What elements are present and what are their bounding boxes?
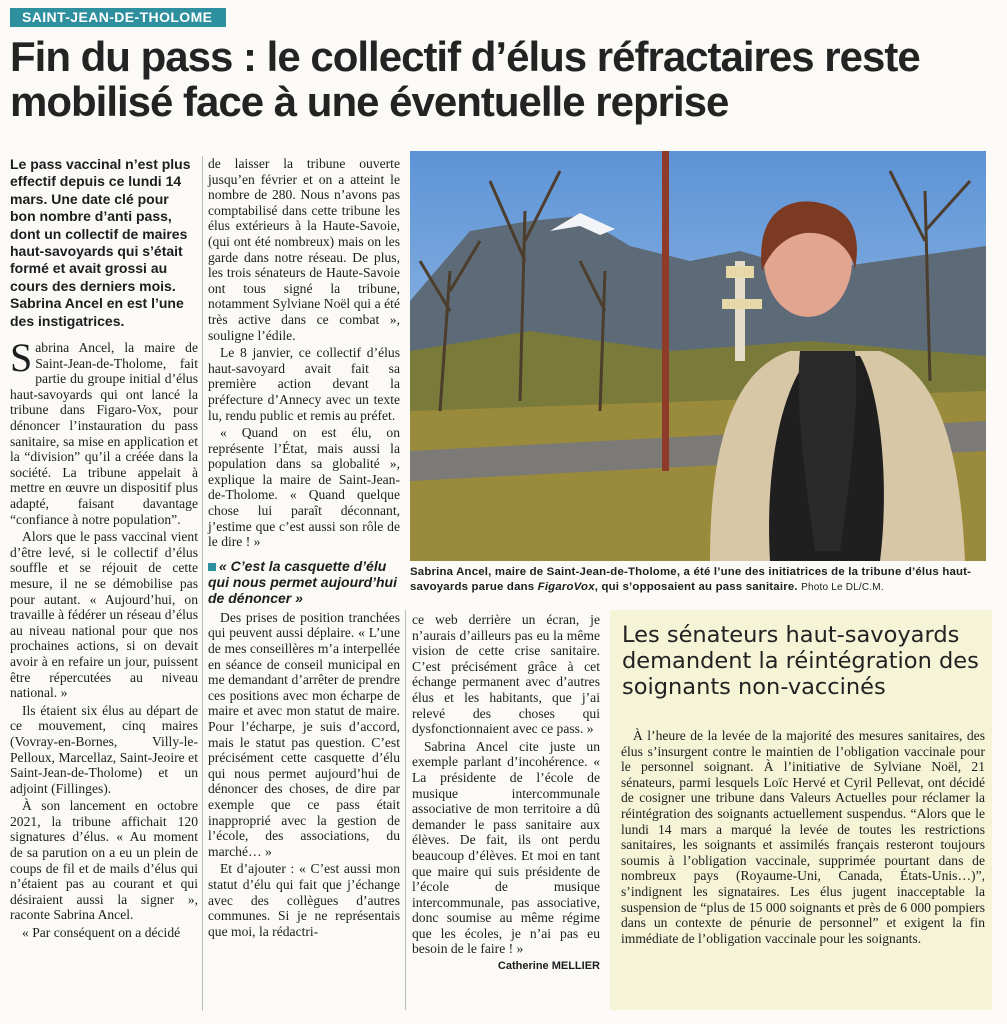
section-kicker: SAINT-JEAN-DE-THOLOME xyxy=(10,8,226,27)
paragraph: Et d’ajouter : « C’est aussi mon statut d’élu qui fait que j’échange avec des collègues d’autres communes. Si je ne représentais que moi, la rédactri- xyxy=(208,861,400,939)
column-2 xyxy=(208,156,400,941)
caption-text-end: , qui s’opposaient au pass sanitaire. xyxy=(594,581,798,593)
article-headline: Fin du pass : le collectif d’élus réfractaires reste mobilisé face à une éventuelle reprise xyxy=(10,33,920,125)
photo-caption xyxy=(410,565,986,595)
paragraph: À son lancement en octobre 2021, la tribune affichait 120 signatures d’élus. « Au moment de sa parution on a eu un plein de coups de fil et de mails d’élus qui n’étaient pas au courant et qui désiraient aussi la signer », raconte Sabrina Ancel. xyxy=(10,798,198,923)
sidebar-box xyxy=(610,610,992,1010)
article-subhead xyxy=(208,558,400,606)
column-1 xyxy=(10,156,198,943)
paragraph: Le 8 janvier, ce collectif d’élus haut-savoyard avait fait sa première action devant la préfecture d’Annecy avec un texte lu, rendu public et remis au préfet. xyxy=(208,345,400,423)
author-signature: Catherine MELLIER xyxy=(497,960,600,973)
paragraph: Sabrina Ancel cite juste un exemple parlant d’incohérence. « La présidente de l’école de musique intercommunale associative de mon territoire a dû demander le pass sanitaire aux élèves. De fait, ils ont perdu beaucoup d’élèves. Et moi en tant que maire qui suis présidente de l’école de musique intercommunale, pas associative, donc soumise au même régime que les écoles, je n’ai pas eu besoin de le faire ! » xyxy=(412,738,600,957)
first-paragraph-text: abrina Ancel, la maire de Saint-Jean-de-Tholome, fait partie du groupe initial d’élus haut-savoyards qui ont lancé la tribune dans Figaro-Vox, pour dénoncer l’instauration du pass sanitaire, sa mise en application et la “division” qu’il a créée dans la société. La tribune appelait à mettre en œuvre un dispositif plus adapté, faisant davantage “confiance à notre population”. xyxy=(10,340,198,527)
paragraph: « Par conséquent on a décidé xyxy=(22,925,181,941)
sidebar-box-title: Les sénateurs haut-savoyards demandent la réintégration des soignants non-vaccinés xyxy=(622,622,979,700)
drop-cap: S xyxy=(10,335,33,381)
article-photo xyxy=(410,151,986,561)
column-3 xyxy=(412,612,600,975)
caption-text: Sabrina Ancel, maire de Saint-Jean-de-Tholome, a été l’une des initiatrices de la tribune d’élus haut-savoyards parue dans xyxy=(410,566,972,593)
subhead-text: « C’est la casquette d’élu qui nous permet aujourd’hui de dénoncer » xyxy=(208,557,397,606)
square-bullet-icon xyxy=(208,563,216,571)
first-paragraph xyxy=(10,335,198,527)
caption-publication: FigaroVox xyxy=(537,581,595,593)
paragraph: ce web derrière un écran, je n’aurais d’ailleurs pas eu la même vision de cette crise sanitaire. C’est précisément grâce à cet échange permanent avec d’autres élus et les habitants, que j’ai relevé des choses qui dysfonctionnaient avec ce pass. » xyxy=(412,612,600,737)
sidebar-box-body xyxy=(621,728,985,946)
paragraph: « Quand on est élu, on représente l’État, mais aussi la population dans sa globalité », explique la maire de Saint-Jean-de-Tholome. « Quand quelque chose lui paraît déconnant, j’estime que c’est aussi son rôle de le dire ! » xyxy=(208,425,400,550)
paragraph: Alors que le pass vaccinal vient d’être levé, si le collectif d’élus souffle et se réjouit de cette mesure, il ne se démobilise pas pour autant. « Aujourd’hui, on travaille à fédérer un réseau d’élus au niveau national pour que nos prochaines actions, si on devait avoir à en refaire un jour, puissent être répercutées au niveau national. » xyxy=(10,529,198,701)
article-chapo: Le pass vaccinal n’est plus effectif depuis ce lundi 14 mars. Une date clé pour bon nombre d’anti pass, dont un collectif de maires haut-savoyards qui s’était formé et avait grossi au cours des derniers mois. Sabrina Ancel en est l’une des instigatrices. xyxy=(10,156,191,329)
photo-illustration xyxy=(410,151,986,561)
paragraph: Des prises de position tranchées qui peuvent aussi déplaire. « L’une de mes conseillères m’a interpellée en séance de conseil municipal en me demandant d’arrêter de prendre ces positions avec mon écharpe de maire et avec mon statut de maire. Pour l’écharpe, je suis d’accord, mais le statut pas question. C’est précisément cette casquette d’élu qui nous permet aujourd’hui de dénoncer des choses, de dire par exemple que ce pass était inapproprié avec la gestion de l’école, des associations, du marché… » xyxy=(208,609,400,859)
photo-credit: Photo Le DL/C.M. xyxy=(801,582,884,593)
column-divider xyxy=(405,610,406,1010)
sidebar-box-paragraph: À l’heure de la levée de la majorité des mesures sanitaires, des élus s’insurgent contre le maintien de l’obligation vaccinale pour le personnel soignant. À l’initiative de Sylviane Noël, 21 sénateurs, parmi lesquels Loïc Hervé et Cyril Pellevat, ont décidé de cosigner une tribune dans Valeurs Actuelles pour réclamer la réintégration des soignants actuellement suspendus. “Alors que le lundi 14 mars a marqué la levée de toutes les restrictions sanitaires, les soignants et assimilés français resteront toujours soumis à l’obligation vaccinale, supprimée pourtant dans de nombreux pays (Royaume-Uni, Canada, États-Unis…)”, s’indignent les signataires. Les élus jugent inacceptable la suspension de “plus de 15 000 soignants et près de 6 000 pompiers dans un contexte de pénurie de personnel” et exigent la fin immédiate de l’obligation vaccinale pour les soignants. xyxy=(621,728,985,946)
paragraph: de laisser la tribune ouverte jusqu’en février et on a atteint le nombre de 280. Nous n’avons pas comptabilisé dans cette tribune les élus extérieurs à la Haute-Savoie, (qui ont été nombreux) mais on les garde dans notre réseau. De plus, les trois sénateurs de Haute-Savoie ont tous signé la tribune, notamment Sylviane Noël qui a été très active dans ce combat », souligne l’édile. xyxy=(208,156,400,343)
paragraph: Ils étaient six élus au départ de ce mouvement, cinq maires (Vovray-en-Bornes, Villy-le-Pelloux, Marcellaz, Saint-Jeoire et Saint-Jean-de-Tholome) et un adjoint (Fillinges). xyxy=(10,702,198,796)
column-divider xyxy=(202,156,203,1011)
